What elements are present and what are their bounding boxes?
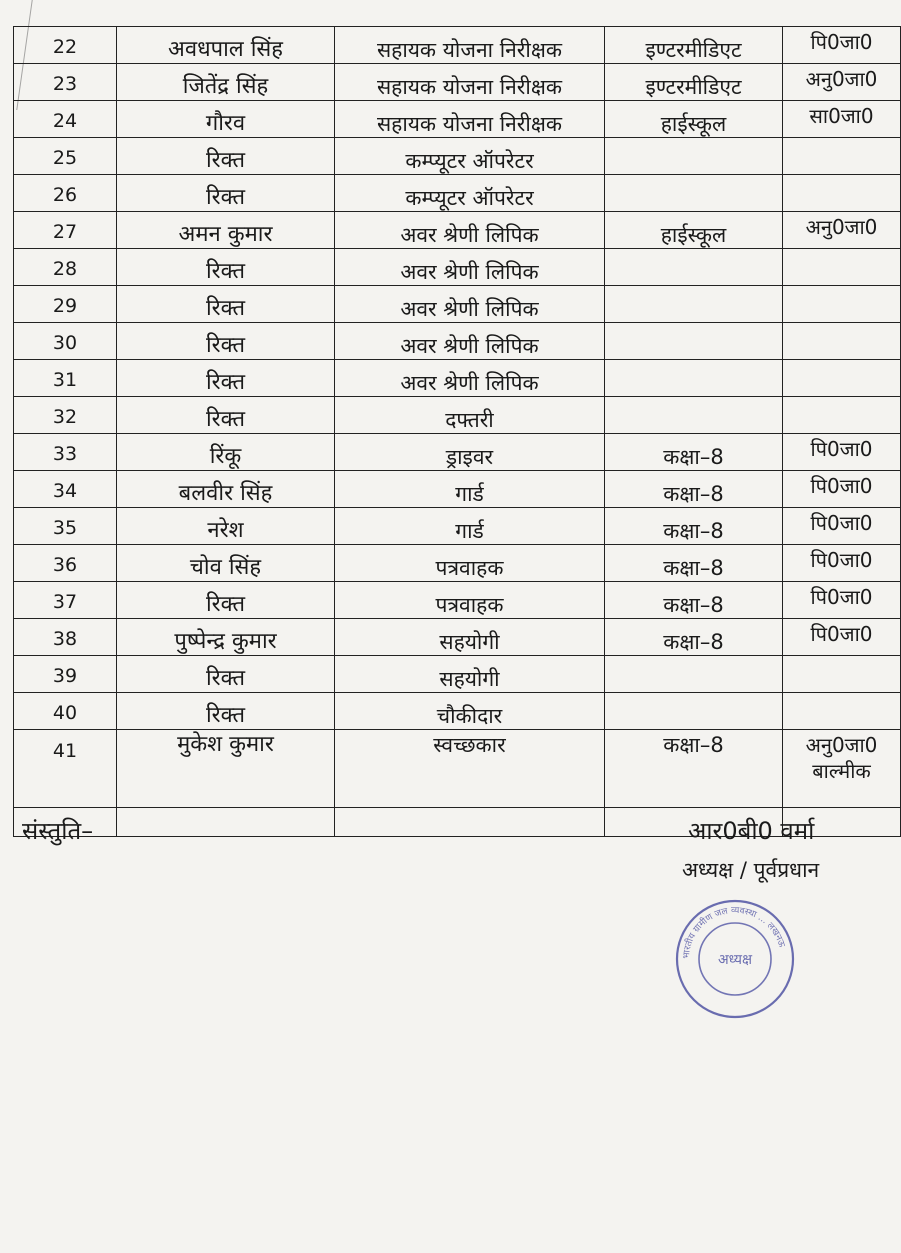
table-row — [14, 397, 901, 434]
name-cell: रिक्त — [117, 175, 335, 212]
table-row — [14, 212, 901, 249]
post-cell: चौकीदार — [335, 693, 605, 730]
category-value: पि0जा0 — [810, 511, 873, 535]
serial-number-cell: 31 — [14, 360, 117, 397]
serial-number-cell: 24 — [14, 101, 117, 138]
table-row — [14, 27, 901, 64]
table-row — [14, 582, 901, 619]
category-cell — [783, 508, 901, 545]
qualification-cell: कक्षा–8 — [605, 434, 783, 471]
post-cell: गार्ड — [335, 471, 605, 508]
category-cell — [783, 360, 901, 397]
table-row — [14, 508, 901, 545]
signatory-name: आर0बी0 वर्मा — [688, 817, 815, 845]
category-cell — [783, 434, 901, 471]
serial-number-cell: 34 — [14, 471, 117, 508]
category-value: अनु0जा0 — [805, 67, 878, 91]
post-cell: अवर श्रेणी लिपिक — [335, 212, 605, 249]
post-cell: अवर श्रेणी लिपिक — [335, 323, 605, 360]
staff-table — [13, 26, 901, 837]
qualification-cell: कक्षा–8 — [605, 619, 783, 656]
category-cell — [783, 397, 901, 434]
name-cell: रिक्त — [117, 138, 335, 175]
post-cell: कम्प्यूटर ऑपरेटर — [335, 175, 605, 212]
name-cell: रिक्त — [117, 286, 335, 323]
category-value: पि0जा0 — [810, 30, 873, 54]
qualification-cell: कक्षा–8 — [605, 545, 783, 582]
post-cell: अवर श्रेणी लिपिक — [335, 249, 605, 286]
name-cell: गौरव — [117, 101, 335, 138]
category-value: पि0जा0 — [810, 548, 873, 572]
serial-number-cell: 39 — [14, 656, 117, 693]
category-cell — [783, 64, 901, 101]
post-cell: सहयोगी — [335, 656, 605, 693]
category-value: पि0जा0 — [810, 585, 873, 609]
category-value: सा0जा0 — [809, 104, 874, 128]
seal-center-text: अध्यक्ष — [717, 952, 753, 968]
post-cell: अवर श्रेणी लिपिक — [335, 286, 605, 323]
qualification-cell — [605, 323, 783, 360]
table-row — [14, 249, 901, 286]
serial-number-cell: 38 — [14, 619, 117, 656]
name-cell: अमन कुमार — [117, 212, 335, 249]
name-cell: अवधपाल सिंह — [117, 27, 335, 64]
name-cell: रिक्त — [117, 249, 335, 286]
category-cell — [783, 471, 901, 508]
serial-number-cell: 30 — [14, 323, 117, 360]
qualification-cell: हाईस्कूल — [605, 101, 783, 138]
category-cell — [783, 582, 901, 619]
serial-number-cell: 37 — [14, 582, 117, 619]
table-row — [14, 693, 901, 730]
post-cell: सहयोगी — [335, 619, 605, 656]
category-cell — [783, 656, 901, 693]
qualification-cell — [605, 249, 783, 286]
serial-number-cell: 29 — [14, 286, 117, 323]
official-seal — [674, 898, 796, 1020]
post-cell: दफ्तरी — [335, 397, 605, 434]
post-cell: गार्ड — [335, 508, 605, 545]
category-value: अनु0जा0 — [805, 733, 878, 757]
post-cell: कम्प्यूटर ऑपरेटर — [335, 138, 605, 175]
signatory-title: अध्यक्ष / पूर्वप्रधान — [682, 858, 820, 882]
name-cell: बलवीर सिंह — [117, 471, 335, 508]
serial-number-cell: 36 — [14, 545, 117, 582]
category-value: पि0जा0 — [810, 622, 873, 646]
qualification-cell: कक्षा–8 — [605, 471, 783, 508]
name-cell: रिक्त — [117, 693, 335, 730]
empty-cell — [117, 808, 335, 837]
post-cell: पत्रवाहक — [335, 582, 605, 619]
seal-ring-text: भारतीय ग्रामीण जल व्यवस्था ... लखनऊ — [681, 905, 787, 960]
table-row — [14, 471, 901, 508]
table-row — [14, 545, 901, 582]
category-cell — [783, 323, 901, 360]
post-cell: सहायक योजना निरीक्षक — [335, 64, 605, 101]
serial-number-cell: 33 — [14, 434, 117, 471]
serial-number-cell: 25 — [14, 138, 117, 175]
serial-number-cell: 35 — [14, 508, 117, 545]
category-cell — [783, 286, 901, 323]
category-cell — [783, 249, 901, 286]
serial-number-cell: 41 — [14, 730, 117, 808]
category-cell — [783, 138, 901, 175]
name-cell: रिक्त — [117, 323, 335, 360]
table-row — [14, 730, 901, 808]
category-cell — [783, 212, 901, 249]
table-row — [14, 64, 901, 101]
table-row — [14, 619, 901, 656]
qualification-cell: इण्टरमीडिएट — [605, 64, 783, 101]
qualification-cell — [605, 397, 783, 434]
qualification-cell — [605, 656, 783, 693]
recommendation-label: संस्तुति– — [22, 817, 94, 845]
serial-number-cell: 26 — [14, 175, 117, 212]
qualification-cell — [605, 360, 783, 397]
qualification-cell: कक्षा–8 — [605, 508, 783, 545]
serial-number-cell: 40 — [14, 693, 117, 730]
table-row — [14, 101, 901, 138]
qualification-cell — [605, 693, 783, 730]
empty-cell — [335, 808, 605, 837]
category-value: अनु0जा0 — [805, 215, 878, 239]
name-cell: रिक्त — [117, 582, 335, 619]
table-row — [14, 138, 901, 175]
post-cell: स्वच्छकार — [335, 730, 605, 808]
table-row — [14, 360, 901, 397]
name-cell: चोव सिंह — [117, 545, 335, 582]
category-value: बाल्मीक — [812, 759, 871, 783]
table-row — [14, 434, 901, 471]
qualification-cell: हाईस्कूल — [605, 212, 783, 249]
post-cell: अवर श्रेणी लिपिक — [335, 360, 605, 397]
qualification-cell: इण्टरमीडिएट — [605, 27, 783, 64]
qualification-cell: कक्षा–8 — [605, 730, 783, 808]
qualification-cell — [605, 175, 783, 212]
staff-table-body — [14, 27, 901, 837]
category-cell — [783, 101, 901, 138]
table-row — [14, 656, 901, 693]
name-cell: नरेश — [117, 508, 335, 545]
category-cell — [783, 619, 901, 656]
qualification-cell — [605, 286, 783, 323]
table-row — [14, 175, 901, 212]
category-cell — [783, 175, 901, 212]
name-cell: जितेंद्र सिंह — [117, 64, 335, 101]
category-cell — [783, 693, 901, 730]
category-value: पि0जा0 — [810, 474, 873, 498]
serial-number-cell: 28 — [14, 249, 117, 286]
name-cell: रिक्त — [117, 656, 335, 693]
category-value: पि0जा0 — [810, 437, 873, 461]
serial-number-cell: 32 — [14, 397, 117, 434]
name-cell: मुकेश कुमार — [117, 730, 335, 808]
category-cell — [783, 730, 901, 808]
name-cell: पुष्पेन्द्र कुमार — [117, 619, 335, 656]
qualification-cell: कक्षा–8 — [605, 582, 783, 619]
serial-number-cell: 27 — [14, 212, 117, 249]
table-row — [14, 286, 901, 323]
category-cell — [783, 545, 901, 582]
serial-number-cell: 22 — [14, 27, 117, 64]
category-cell — [783, 27, 901, 64]
name-cell: रिंकू — [117, 434, 335, 471]
post-cell: पत्रवाहक — [335, 545, 605, 582]
post-cell: ड्राइवर — [335, 434, 605, 471]
serial-number-cell: 23 — [14, 64, 117, 101]
table-row — [14, 323, 901, 360]
name-cell: रिक्त — [117, 360, 335, 397]
qualification-cell — [605, 138, 783, 175]
post-cell: सहायक योजना निरीक्षक — [335, 101, 605, 138]
name-cell: रिक्त — [117, 397, 335, 434]
post-cell: सहायक योजना निरीक्षक — [335, 27, 605, 64]
